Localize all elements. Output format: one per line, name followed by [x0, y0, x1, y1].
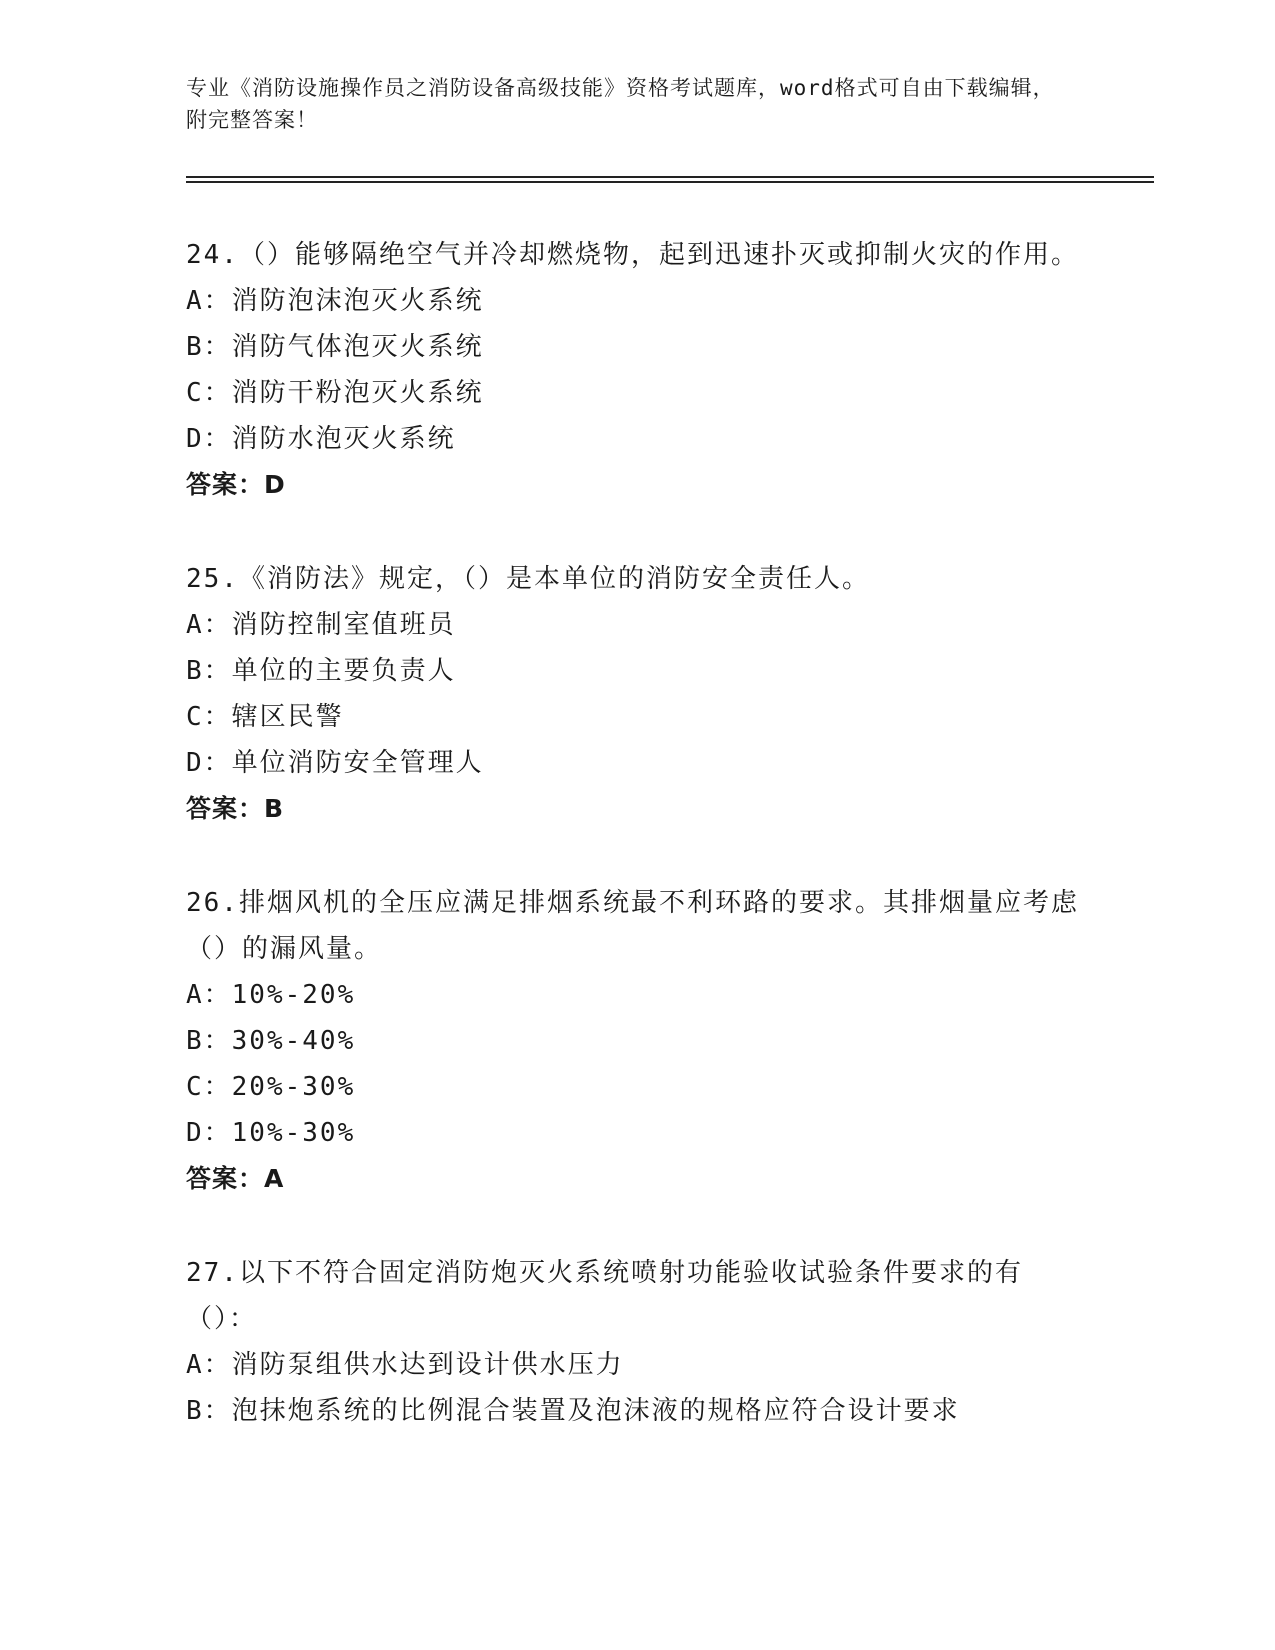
option-letter: B：	[186, 332, 232, 362]
question-24	[186, 232, 1086, 508]
header-divider-double	[186, 181, 1154, 183]
option-d	[186, 1110, 1086, 1156]
option-letter: B：	[186, 1396, 232, 1426]
option-text: 单位消防安全管理人	[231, 748, 484, 778]
option-c	[186, 1064, 1086, 1110]
option-text: 消防泵组供水达到设计供水压力	[231, 1350, 624, 1380]
option-text: 消防控制室值班员	[231, 610, 456, 640]
question-text: 24.（）能够隔绝空气并冷却燃烧物，起到迅速扑灭或抑制火灾的作用。	[186, 240, 1079, 270]
option-text: 10%-30%	[231, 1118, 356, 1148]
option-c	[186, 694, 1086, 740]
option-letter: B：	[186, 1026, 232, 1056]
question-list	[186, 232, 1086, 1482]
option-text: 消防泡沫泡灭火系统	[231, 286, 484, 316]
option-letter: C：	[186, 378, 232, 408]
answer-line: 答案：D	[186, 470, 286, 499]
option-d	[186, 416, 1086, 462]
option-text: 30%-40%	[231, 1026, 356, 1056]
question-text: 25.《消防法》规定，（）是本单位的消防安全责任人。	[186, 564, 870, 594]
answer-line: 答案：B	[186, 794, 285, 823]
option-c	[186, 370, 1086, 416]
header-divider	[186, 176, 1154, 178]
option-letter: A：	[186, 1350, 232, 1380]
answer-line: 答案：A	[186, 1164, 285, 1193]
option-text: 单位的主要负责人	[231, 656, 456, 686]
option-letter: A：	[186, 286, 232, 316]
option-letter: D：	[186, 748, 232, 778]
option-text: 消防水泡灭火系统	[231, 424, 456, 454]
document-header	[186, 72, 1066, 136]
option-a	[186, 972, 1086, 1018]
option-letter: D：	[186, 424, 232, 454]
option-text: 泡抹炮系统的比例混合装置及泡沫液的规格应符合设计要求	[231, 1396, 960, 1426]
option-b	[186, 1018, 1086, 1064]
option-b	[186, 648, 1086, 694]
option-letter: C：	[186, 702, 232, 732]
option-letter: D：	[186, 1118, 232, 1148]
option-letter: A：	[186, 980, 232, 1010]
question-text: 26.排烟风机的全压应满足排烟系统最不利环路的要求。其排烟量应考虑（）的漏风量。	[186, 888, 1079, 964]
option-letter: B：	[186, 656, 232, 686]
option-text: 消防干粉泡灭火系统	[231, 378, 484, 408]
option-b	[186, 1388, 1086, 1434]
option-a	[186, 602, 1086, 648]
question-27	[186, 1250, 1086, 1434]
option-a	[186, 278, 1086, 324]
option-a	[186, 1342, 1086, 1388]
option-letter: A：	[186, 610, 232, 640]
question-26	[186, 880, 1086, 1202]
option-text: 辖区民警	[231, 702, 344, 732]
option-b	[186, 324, 1086, 370]
option-d	[186, 740, 1086, 786]
option-letter: C：	[186, 1072, 232, 1102]
option-text: 20%-30%	[231, 1072, 356, 1102]
option-text: 10%-20%	[231, 980, 356, 1010]
question-text: 27.以下不符合固定消防炮灭火系统喷射功能验收试验条件要求的有（）：	[186, 1258, 1023, 1334]
question-25	[186, 556, 1086, 832]
header-text: 专业《消防设施操作员之消防设备高级技能》资格考试题库，word格式可自由下载编辑，附完整答案！	[186, 76, 1055, 132]
option-text: 消防气体泡灭火系统	[231, 332, 484, 362]
